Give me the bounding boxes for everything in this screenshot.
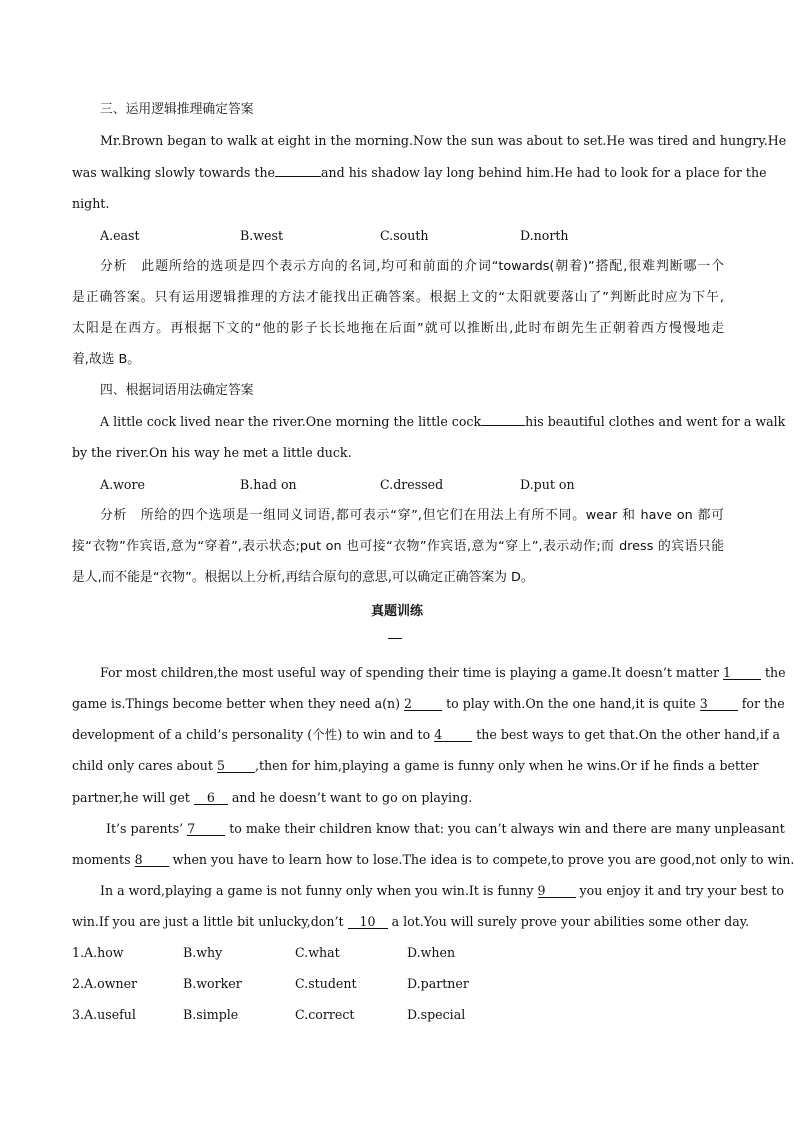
q1-option-d: D.when <box>407 945 456 960</box>
text-segment: to play with.On the one hand,it is quite <box>446 696 696 711</box>
text-segment: child only cares about <box>72 758 213 773</box>
q1-option-b: B.why <box>183 945 223 960</box>
analysis-line: 着,故选 B。 <box>72 352 141 367</box>
option-b: B.west <box>240 228 284 243</box>
section-heading-4: 四、根据词语用法确定答案 <box>100 383 254 398</box>
text-segment: ,then for him,playing a game is funny only when he wins.Or if he finds a better <box>254 758 759 773</box>
option-b: B.had on <box>240 477 297 492</box>
text-segment: In a word,playing a game is not funny only when you win.It is funny <box>100 883 534 898</box>
analysis-line: 是人,而不能是“衣物”。根据以上分析,再结合原句的意思,可以确定正确答案为 D。 <box>72 570 534 585</box>
q1-option-c: C.what <box>295 945 340 960</box>
paragraph-line <box>100 414 786 430</box>
blank-6: 6 <box>194 791 228 805</box>
passage-line <box>100 883 784 899</box>
passage-line <box>72 852 794 868</box>
passage-line <box>72 914 750 930</box>
analysis-line: 接“衣物”作宾语,意为“穿着”,表示状态;put on 也可接“衣物”作宾语,意为“穿上”,表示动作;而 dress 的宾语只能 <box>72 539 724 554</box>
q2-option-c: C.student <box>295 976 357 991</box>
q2-option-d: D.partner <box>407 976 469 991</box>
text-segment: you enjoy it and try your best to <box>579 883 784 898</box>
text-segment: was walking slowly towards the <box>72 165 276 180</box>
paragraph-line: Mr.Brown began to walk at eight in the morning.Now the sun was about to set.He was tired and hungry.He <box>100 133 787 148</box>
blank-1: 1 <box>723 666 761 680</box>
option-d: D.put on <box>520 477 575 492</box>
text-segment: the best ways to get that.On the other hand,if a <box>476 727 781 742</box>
option-a: A.wore <box>100 477 145 492</box>
passage-line <box>72 727 781 743</box>
analysis-line: 太阳是在西方。再根据下文的“他的影子长长地拖在后面”就可以推断出,此时布朗先生正朝着西方慢慢地走 <box>72 321 724 336</box>
q2-option-b: B.worker <box>183 976 242 991</box>
option-c: C.south <box>380 228 429 243</box>
blank-9: 9 <box>538 884 576 898</box>
text-segment: his beautiful clothes and went for a walk <box>525 414 786 429</box>
paragraph-line: night. <box>72 196 110 211</box>
text-segment: for the <box>741 696 785 711</box>
text-segment: game is.Things become better when they need a(n) <box>72 696 401 711</box>
text-segment: development of a child’s personality (个性) to win and to <box>72 727 431 742</box>
text-segment: when you have to learn how to lose.The idea is to compete,to prove you are good,not only to win. <box>172 852 794 867</box>
passage-line <box>72 696 785 712</box>
text-segment: A little cock lived near the river.One morning the little cock <box>100 414 482 429</box>
analysis-line: 是正确答案。只有运用逻辑推理的方法才能找出正确答案。根据上文的“太阳就要落山了”判断此时应为下午, <box>72 290 724 305</box>
text-segment: the <box>765 665 786 680</box>
text-segment: win.If you are just a little bit unlucky,don’t <box>72 914 344 929</box>
text-segment: a lot.You will surely prove your abilities some other day. <box>391 914 750 929</box>
text-segment: and he doesn’t want to go on playing. <box>231 790 473 805</box>
q3-option-a: 3.A.useful <box>72 1007 136 1022</box>
q3-option-b: B.simple <box>183 1007 239 1022</box>
text-segment: to make their children know that: you can’t always win and there are many unpleasant <box>229 821 785 836</box>
text-segment: partner,he will get <box>72 790 190 805</box>
text-segment: It’s parents’ <box>106 821 184 836</box>
section-heading-3: 三、运用逻辑推理确定答案 <box>100 102 254 117</box>
option-a: A.east <box>100 228 140 243</box>
analysis-line: 分析 此题所给的选项是四个表示方向的名词,均可和前面的介词“towards(朝着)”搭配,很难判断哪一个 <box>100 259 724 274</box>
section-title: 真题训练 <box>370 604 423 619</box>
text-segment: For most children,the most useful way of spending their time is playing a game.It doesn’t matter <box>100 665 719 680</box>
option-c: C.dressed <box>380 477 444 492</box>
q2-option-a: 2.A.owner <box>72 976 138 991</box>
blank-2: 2 <box>404 697 442 711</box>
q3-option-c: C.correct <box>295 1007 355 1022</box>
answer-blank <box>481 425 525 426</box>
passage-line <box>72 790 724 806</box>
text-segment: and his shadow lay long behind him.He had to look for a place for the <box>321 165 767 180</box>
paragraph-line: by the river.On his way he met a little duck. <box>72 445 352 460</box>
passage-line <box>72 758 759 774</box>
blank-7: 7 <box>187 822 225 836</box>
analysis-line: 分析 所给的四个选项是一组同义词语,都可表示“穿”,但它们在用法上有所不同。wear 和 have on 都可 <box>100 508 724 523</box>
title-divider <box>388 638 402 639</box>
text-segment: moments <box>72 852 131 867</box>
blank-4: 4 <box>434 728 472 742</box>
passage-line <box>106 821 785 837</box>
q3-option-d: D.special <box>407 1007 466 1022</box>
option-d: D.north <box>520 228 569 243</box>
blank-10: 10 <box>348 915 388 929</box>
blank-8: 8 <box>135 853 169 867</box>
blank-5: 5 <box>217 759 255 773</box>
blank-3: 3 <box>700 697 738 711</box>
answer-blank <box>275 176 321 177</box>
q1-option-a: 1.A.how <box>72 945 124 960</box>
passage-line <box>100 665 786 681</box>
paragraph-line <box>72 165 767 181</box>
